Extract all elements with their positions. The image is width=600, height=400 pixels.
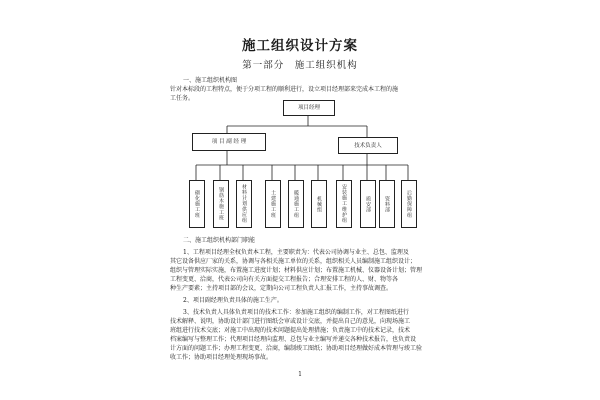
section-heading-functions: 二、施工组织机构部门职能 — [183, 237, 256, 244]
item3-line-6: 收工作；协助项目经理处理现场事故。 — [170, 354, 273, 361]
org-dept-8: 质安部 — [360, 180, 376, 228]
part-title: 第一部分 施工组织机构 — [242, 60, 358, 71]
item1-line-2: 其它设备供应厂家的关系，协调与各相关施工单位的关系，组织相关人员编制施工组织设计； — [170, 258, 417, 265]
item2-line-1: 2、项目副经理负责具体的施工生产。 — [183, 297, 283, 304]
org-dept-10: 后勤保障组 — [401, 180, 417, 228]
org-dept-1: 砌化施工班 — [189, 180, 205, 228]
item1-line-4: 工程变更、洽商，代表公司向有关方面提交工程报告；合理安排工程的人、财、物等各 — [170, 276, 399, 283]
section-heading-org-chart: 一、施工组织机构图 — [183, 77, 238, 84]
item3-line-3: 班组进行技术交底；对施工中出现的技术问题提出处理措施；负责施工中的技术记录，技术 — [170, 327, 411, 334]
org-box-technical-lead: 技术负责人 — [338, 137, 398, 154]
org-dept-3: 材料计划供应组 — [236, 180, 252, 228]
page-number: 1 — [298, 371, 302, 378]
item3-line-4: 档案编写与整理工作；代理项目经理向监理、总包与业主编写并递交各种技术报告，也负责设 — [170, 336, 417, 343]
item3-line-1: 3、技术负责人具体负责项目的技术工作：参加施工组织的编制工作，对工程图纸进行 — [183, 309, 409, 316]
item3-line-5: 计方面的问题工作；办理工程变更、洽商，编制竣工图纸；协助项目经理做好成本管理与竣工验 — [170, 345, 423, 352]
org-box-deputy-manager: 项 目 副 经 理 — [192, 133, 266, 151]
item1-line-3: 组织与管理实际实施，布置施工进度计划；材料供应计划；布置施工机械、仪器设备计划；管理 — [170, 267, 423, 274]
intro-line-1: 针对本标段的工程特点，便于分项工程的顺利进行，设立项目经理部来完成本工程的施 — [170, 86, 399, 93]
item1-line-5: 种生产要素；主持项目部的会议，定期向公司工程负责人汇报工作，主持事故调查。 — [170, 285, 393, 292]
org-dept-9: 资料部 — [379, 180, 395, 228]
org-dept-4: 土建施工班 — [265, 180, 281, 228]
org-dept-7: 安装施工维护组 — [336, 180, 352, 228]
org-box-project-manager: 项目经理 — [283, 100, 335, 116]
org-dept-5: 暖通施工组 — [288, 180, 304, 228]
org-dept-6: 机械组 — [311, 180, 327, 228]
item3-line-2: 技术解释、说明，协助设计部门进行图纸会审或设计交底，并提出自己的意见，向现场施工 — [170, 318, 411, 325]
org-dept-2: 钢筋木施工班 — [213, 180, 229, 228]
intro-line-2: 工任务。 — [170, 95, 195, 102]
item1-line-1: 1、工程项目经理全权负责本工程，主要职责为：代表公司协调与业主、总包、监理及 — [183, 249, 409, 256]
document-title: 施工组织设计方案 — [242, 38, 358, 54]
